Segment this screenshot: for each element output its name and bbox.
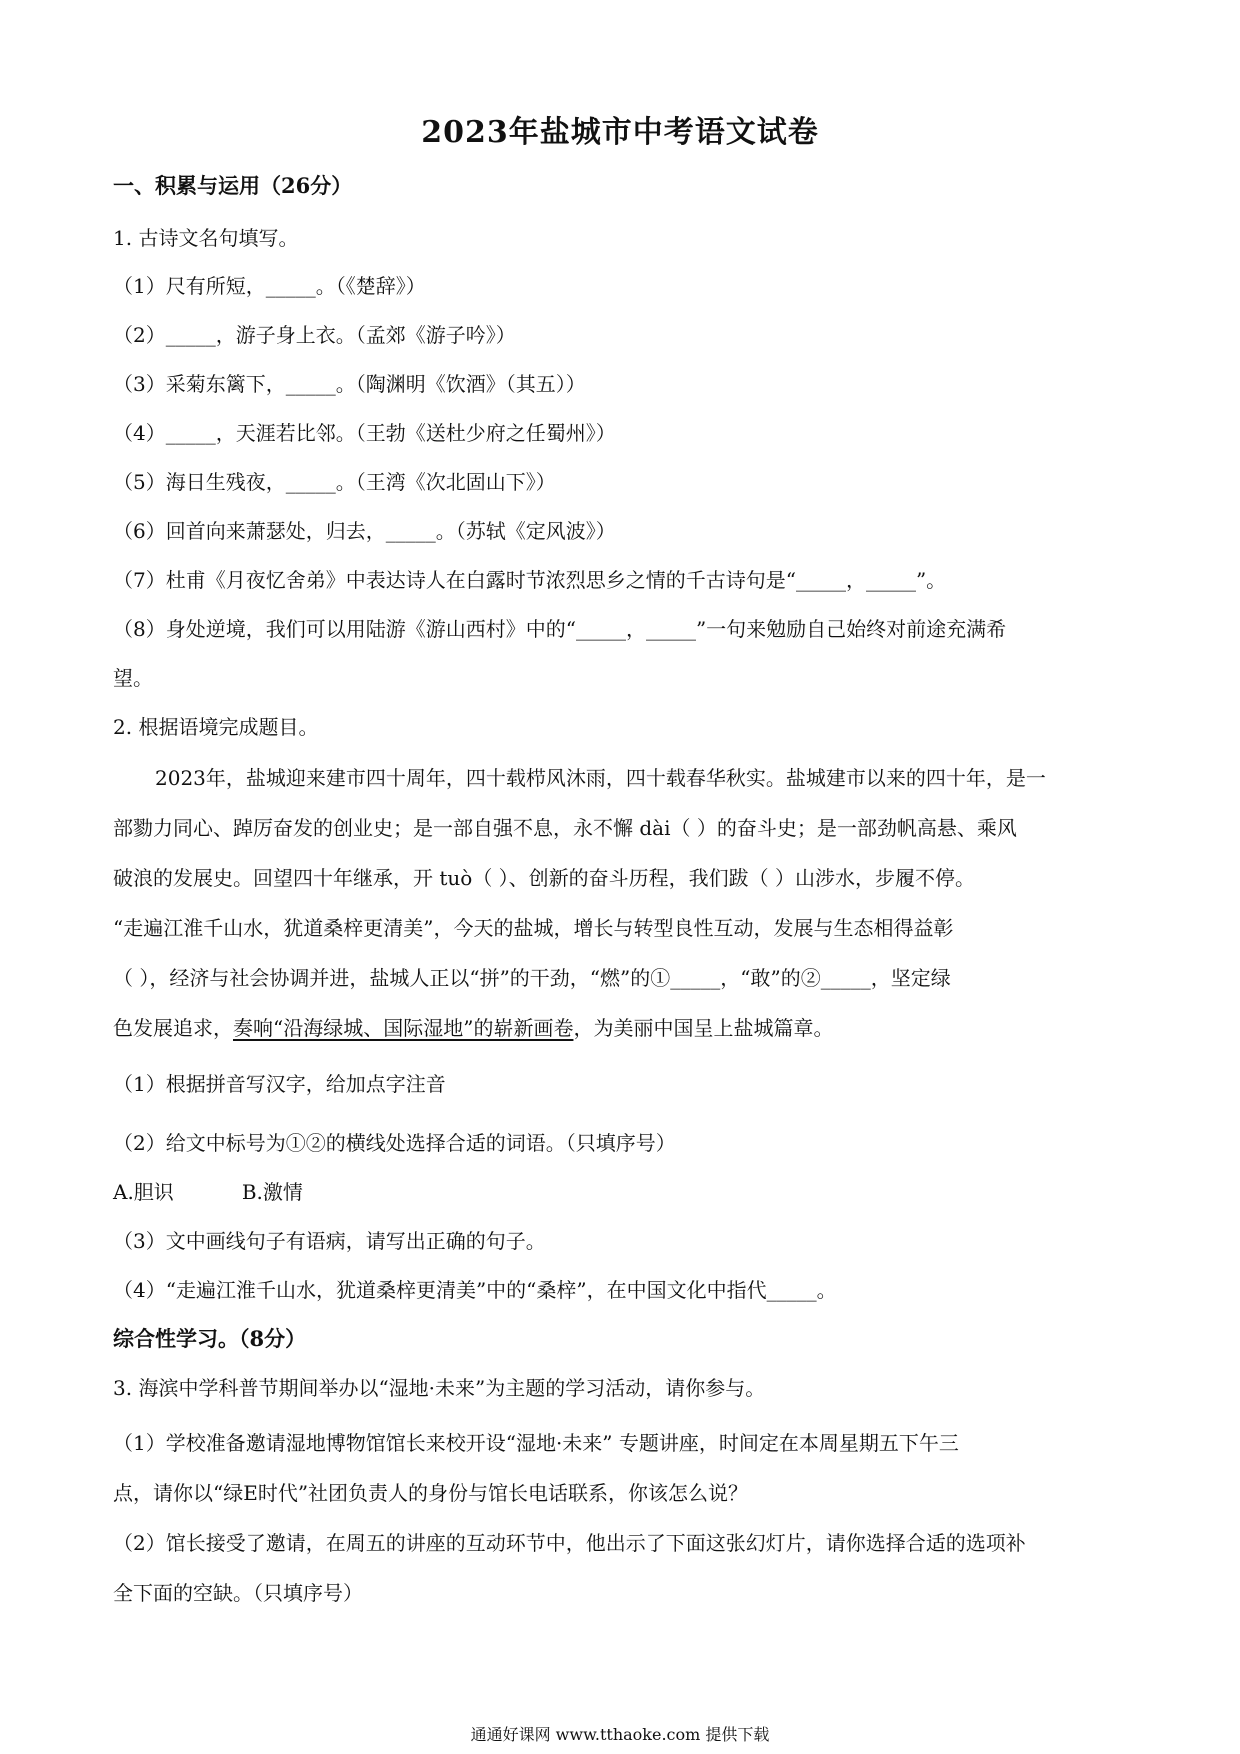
passage-line-6-prefix: 色发展追求，: [113, 1016, 233, 1040]
question-2-item-4: （4）“走遍江淮千山水，犹道桑梓更清美”中的“桑梓”，在中国文化中指代_____。: [113, 1278, 837, 1302]
question-3-line-3: （2）馆长接受了邀请，在周五的讲座的互动环节中，他出示了下面这张幻灯片，请你选择合适的选项补: [113, 1531, 1026, 1555]
underlined-sentence: 奏响“沿海绿城、国际湿地”的崭新画卷: [233, 1016, 574, 1040]
question-2-item-1: （1）根据拼音写汉字，给加点字注音: [113, 1072, 446, 1096]
footer-watermark: 通通好课网 www.tthaoke.com 提供下载: [470, 1725, 770, 1744]
passage-line-6: [113, 1012, 1123, 1041]
question-1-item-8: （8）身处逆境，我们可以用陆游《游山西村》中的“_____，_____”一句来勉励自己始终对前途充满希: [113, 617, 1007, 641]
question-1-item-1: （1）尺有所短，_____。（《楚辞》）: [113, 274, 426, 298]
question-1-item-7: （7）杜甫《月夜忆舍弟》中表达诗人在白露时节浓烈思乡之情的千古诗句是“_____，_____”。: [113, 568, 947, 592]
question-1-item-5: （5）海日生残夜，_____。（王湾《次北固山下》）: [113, 470, 556, 494]
option-b: B.激情: [241, 1180, 303, 1204]
question-1-item-2: （2）_____，游子身上衣。（孟郊《游子吟》）: [113, 323, 516, 347]
section-heading-1: 一、积累与运用（26分）: [113, 173, 353, 198]
question-1-stem: 1. 古诗文名句填写。: [113, 226, 299, 250]
question-1-item-4: （4）_____，天涯若比邻。（王勃《送杜少府之任蜀州》）: [113, 421, 616, 445]
passage-line-6-suffix: ，为美丽中国呈上盐城篇章。: [573, 1016, 834, 1040]
passage-line-4: “走遍江淮千山水，犹道桑梓更清美”，今天的盐城，增长与转型良性互动，发展与生态相得益彰: [113, 916, 954, 940]
passage-line-2: 部勠力同心、踔厉奋发的创业史；是一部自强不息，永不懈 dài（ ）的奋斗史；是一部劲帆高悬、乘风: [113, 816, 1017, 840]
question-3-line-4: 全下面的空缺。（只填序号）: [113, 1581, 363, 1605]
question-2-options: [113, 1176, 303, 1205]
question-2-item-2: （2）给文中标号为①②的横线处选择合适的词语。（只填序号）: [113, 1131, 676, 1155]
page-title: 2023年盐城市中考语文试卷: [421, 115, 819, 150]
question-3-line-1: （1）学校准备邀请湿地博物馆馆长来校开设“湿地·未来” 专题讲座，时间定在本周星期五下午三: [113, 1431, 959, 1455]
question-3-stem: 3. 海滨中学科普节期间举办以“湿地·未来”为主题的学习活动，请你参与。: [113, 1376, 766, 1400]
question-1-item-8-continued: 望。: [113, 666, 153, 690]
option-a: A.胆识: [113, 1180, 174, 1204]
question-1-item-6: （6）回首向来萧瑟处，归去，_____。（苏轼《定风波》）: [113, 519, 616, 543]
question-2-stem: 2. 根据语境完成题目。: [113, 715, 319, 739]
question-3-line-2: 点，请你以“绿E时代”社团负责人的身份与馆长电话联系，你该怎么说？: [113, 1481, 749, 1505]
passage-line-1: 2023年，盐城迎来建市四十周年，四十载栉风沐雨，四十载春华秋实。盐城建市以来的四十年，是一: [155, 766, 1046, 790]
question-1-item-3: （3）采菊东篱下，_____。（陶渊明《饮酒》（其五））: [113, 372, 586, 396]
passage-line-3: 破浪的发展史。回望四十年继承，开 tuò（ ）、创新的奋斗历程，我们跋（ ）山涉水，步履不停。: [113, 866, 976, 890]
question-2-item-3: （3）文中画线句子有语病，请写出正确的句子。: [113, 1229, 546, 1253]
section-heading-2: 综合性学习。（8分）: [113, 1326, 307, 1351]
passage-line-5: （ ），经济与社会协调并进，盐城人正以“拼”的干劲，“燃”的①_____，“敢”的②_____，坚定绿: [113, 966, 951, 990]
